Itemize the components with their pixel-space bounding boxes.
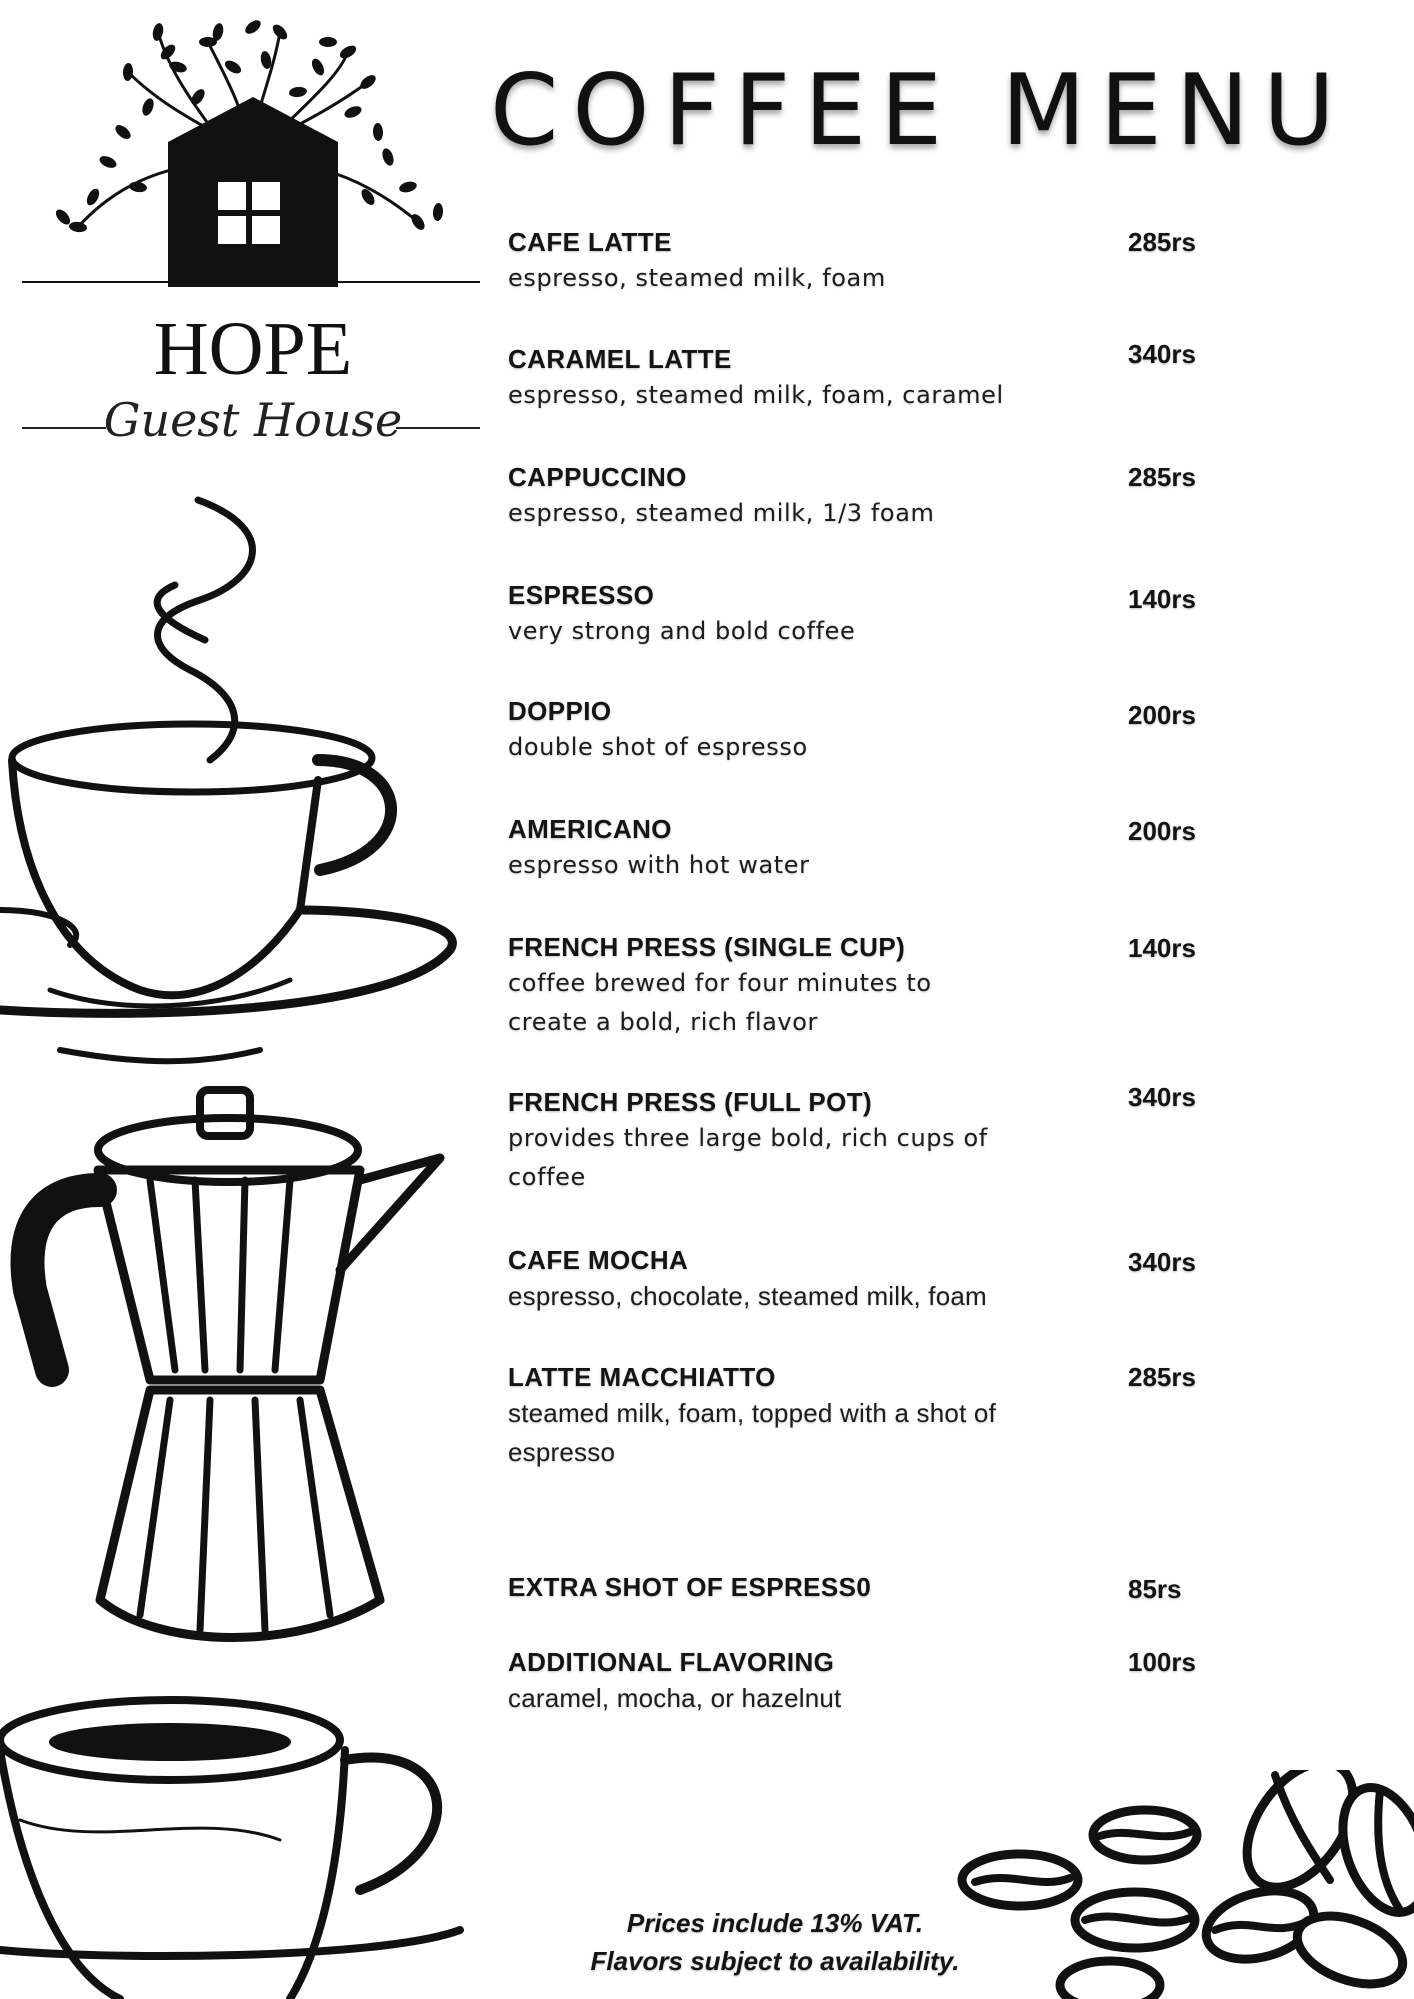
menu-item-extra-shot xyxy=(508,1570,1208,1604)
item-name: DOPPIO xyxy=(508,696,612,726)
item-description: double shot of espresso xyxy=(508,733,808,761)
item-name: AMERICANO xyxy=(508,814,672,844)
coffee-cup-icon xyxy=(0,724,452,1061)
item-description: espresso, steamed milk, foam xyxy=(508,264,886,292)
item-name: ADDITIONAL FLAVORING xyxy=(508,1647,835,1677)
item-price: 340rs xyxy=(1128,339,1196,369)
item-description: espresso with hot water xyxy=(508,851,810,879)
coffee-mug-icon xyxy=(0,1700,460,1999)
item-price: 340rs xyxy=(1128,1082,1196,1112)
leaf-icon xyxy=(223,58,244,76)
item-description: very strong and bold coffee xyxy=(508,617,856,645)
item-name: LATTE MACCHIATTO xyxy=(508,1362,776,1392)
leaf-icon xyxy=(68,221,87,233)
leaf-icon xyxy=(84,187,101,208)
leaf-icon xyxy=(53,207,72,227)
menu-item-caramel-latte xyxy=(508,342,1208,415)
item-description: espresso, steamed milk, foam, caramel xyxy=(508,381,1004,409)
item-name: FRENCH PRESS (SINGLE CUP) xyxy=(508,932,906,962)
menu-item-french-press-single xyxy=(508,930,1208,1042)
item-description: provides three large bold, rich cups of coffee xyxy=(508,1124,988,1191)
moka-pot-icon xyxy=(28,1090,440,1638)
item-name: EXTRA SHOT OF ESPRESS0 xyxy=(508,1572,872,1602)
item-name: CAFE MOCHA xyxy=(508,1245,689,1275)
item-name: CAPPUCCINO xyxy=(508,462,687,492)
leaf-icon xyxy=(98,154,119,170)
leaf-icon xyxy=(309,57,326,78)
leaf-icon xyxy=(113,122,133,141)
item-price: 140rs xyxy=(1128,933,1196,963)
menu-item-latte-macchiatto xyxy=(508,1360,1208,1472)
brand-name: HOPE xyxy=(153,307,353,391)
item-price: 285rs xyxy=(1128,227,1196,257)
menu-title: COFFEE MENU xyxy=(490,54,1349,168)
menu-item-doppio xyxy=(508,694,1208,767)
item-description: steamed milk, foam, topped with a shot of espresso xyxy=(508,1398,996,1467)
item-price: 200rs xyxy=(1128,816,1196,846)
item-name: CARAMEL LATTE xyxy=(508,344,732,374)
item-description: caramel, mocha, or hazelnut xyxy=(508,1683,842,1713)
leaf-icon xyxy=(432,203,444,222)
item-price: 85rs xyxy=(1128,1574,1182,1604)
item-name: ESPRESSO xyxy=(508,580,655,610)
coffee-beans-icon xyxy=(930,1770,1414,1999)
item-description: espresso, steamed milk, 1/3 foam xyxy=(508,499,935,527)
leaf-icon xyxy=(122,63,133,82)
leaf-icon xyxy=(343,104,363,120)
item-description: coffee brewed for four minutes to create a bold, rich flavor xyxy=(508,969,932,1036)
leaf-icon xyxy=(243,18,263,37)
item-price: 340rs xyxy=(1128,1247,1196,1277)
menu-item-cappuccino xyxy=(508,460,1208,533)
leaf-icon xyxy=(140,97,156,117)
leaf-icon xyxy=(373,123,384,141)
leaf-icon xyxy=(189,87,208,107)
leaf-icon xyxy=(398,180,418,194)
brand-tagline: Guest House xyxy=(103,393,403,447)
coffee-illustrations xyxy=(0,490,470,1999)
menu-item-espresso xyxy=(508,578,1208,651)
leaf-icon xyxy=(319,37,337,47)
menu-item-cafe-mocha xyxy=(508,1243,1208,1316)
footer-vat-note: Prices include 13% VAT. xyxy=(626,1908,924,1938)
item-description: espresso, chocolate, steamed milk, foam xyxy=(508,1281,987,1311)
leaf-icon xyxy=(288,86,307,98)
menu-item-cafe-latte xyxy=(508,225,1208,298)
leaf-icon xyxy=(151,22,165,42)
item-price: 285rs xyxy=(1128,1362,1196,1392)
item-price: 285rs xyxy=(1128,462,1196,492)
item-name: FRENCH PRESS (FULL POT) xyxy=(508,1087,873,1117)
item-price: 140rs xyxy=(1128,584,1196,614)
leaf-icon xyxy=(128,181,147,194)
menu-item-french-press-full xyxy=(508,1085,1208,1197)
footer-availability-note: Flavors subject to availability. xyxy=(590,1946,960,1976)
leaf-icon xyxy=(380,147,395,167)
footer-note xyxy=(560,1904,990,1980)
house-icon xyxy=(168,97,338,287)
hope-guest-house-logo xyxy=(18,12,484,462)
item-price: 100rs xyxy=(1128,1647,1196,1677)
item-price: 200rs xyxy=(1128,700,1196,730)
menu-item-americano xyxy=(508,812,1208,885)
item-name: CAFE LATTE xyxy=(508,227,672,257)
leaf-icon xyxy=(338,43,359,61)
menu-item-additional-flavoring xyxy=(508,1645,1208,1718)
